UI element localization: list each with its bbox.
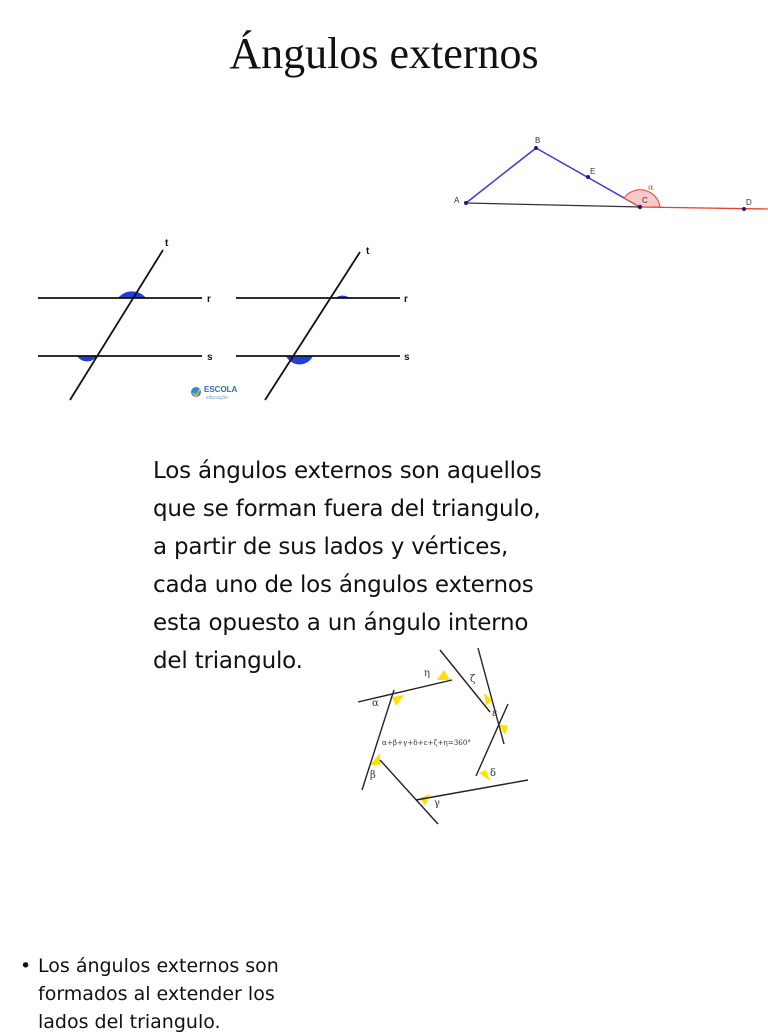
delta-label: δ xyxy=(490,768,497,779)
bullet-symbol: • xyxy=(20,955,32,977)
paragraph-line: esta opuesto a un ángulo interno xyxy=(153,610,529,636)
right-s-label: s xyxy=(404,352,410,363)
logo-subtext: educação xyxy=(206,395,228,401)
zeta-label: ζ xyxy=(470,674,476,685)
parallel-lines-transversal-figure xyxy=(30,232,420,402)
logo-text: ESCOLA xyxy=(204,385,238,394)
escola-logo xyxy=(191,385,238,401)
point-e-label: E xyxy=(590,167,596,176)
exterior-angle-label: α xyxy=(648,183,654,192)
bullet-line: formados al extender los xyxy=(38,983,275,1005)
bullet-line: Los ángulos externos son xyxy=(38,955,279,977)
paragraph-line: del triangulo. xyxy=(153,648,303,674)
paragraph-line: cada uno de los ángulos externos xyxy=(153,572,534,598)
paragraph-line: Los ángulos externos son aquellos xyxy=(153,458,542,484)
left-s-label: s xyxy=(207,352,213,363)
right-r-label: r xyxy=(404,294,408,305)
sum-formula: α+β+γ+δ+ε+ζ+η=360° xyxy=(382,738,472,747)
paragraph-line: que se forman fuera del triangulo, xyxy=(153,496,541,522)
beta-label: β xyxy=(370,770,376,781)
left-r-label: r xyxy=(207,294,211,305)
epsilon-label: ε xyxy=(492,708,498,719)
vertex-a-label: A xyxy=(454,196,460,205)
vertex-c-label: C xyxy=(642,196,648,205)
heptagon-exterior-angles-figure xyxy=(340,640,550,850)
left-t-label: t xyxy=(165,238,169,249)
triangle-exterior-angle-figure xyxy=(448,132,768,220)
paragraph-line: a partir de sus lados y vértices, xyxy=(153,534,509,560)
vertex-b-label: B xyxy=(535,136,541,145)
point-d-label: D xyxy=(746,198,752,207)
alpha-label: α xyxy=(372,698,379,709)
gamma-label: γ xyxy=(434,798,440,809)
eta-label: η xyxy=(424,668,430,679)
right-t-label: t xyxy=(366,246,370,257)
bullet-item xyxy=(20,952,360,1036)
page-title: Ángulos externos xyxy=(229,29,539,78)
bullet-line: lados del triangulo. xyxy=(38,1011,221,1033)
